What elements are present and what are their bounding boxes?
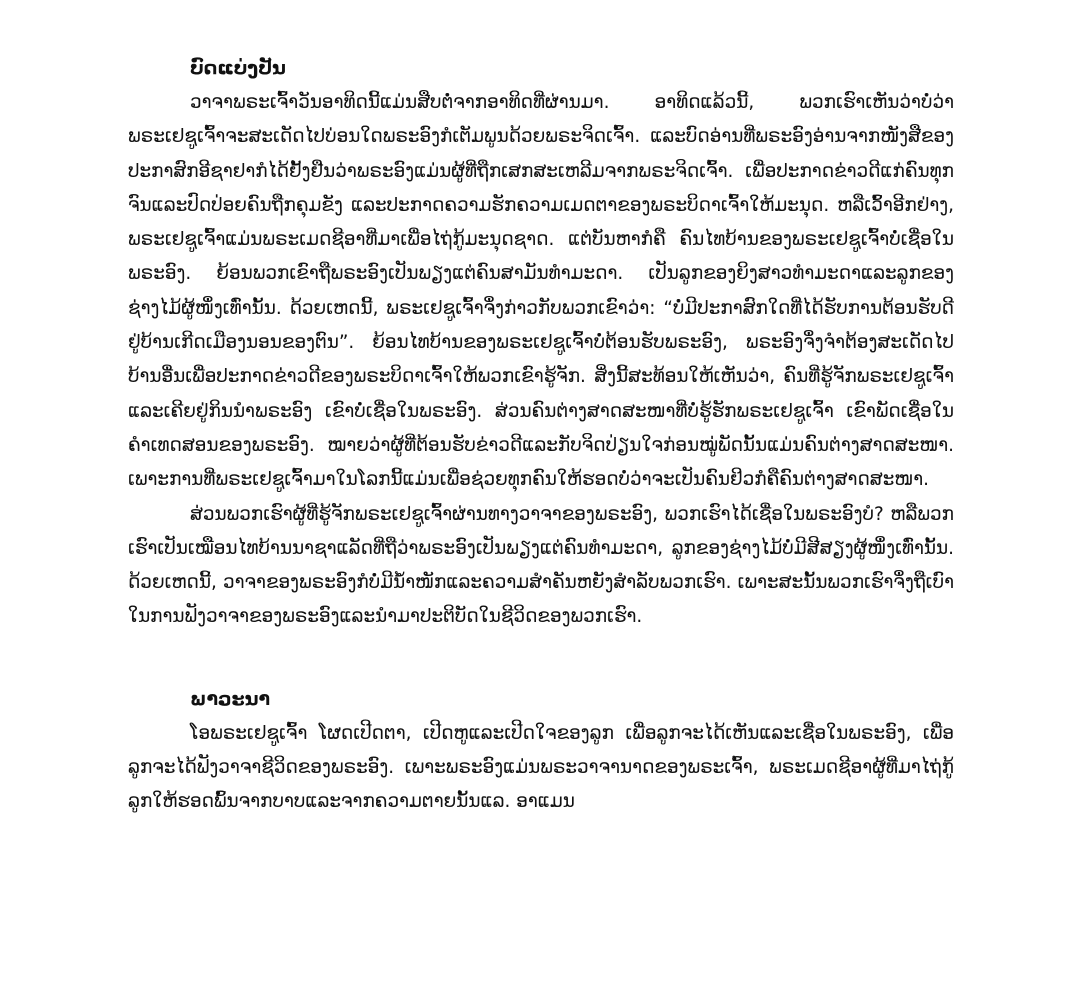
section-spacer	[128, 635, 954, 681]
reflection-paragraph-1: ວາຈາພຣະເຈົ້າວັນອາທິດນີ້ແມ່ນສືບຕໍ່ຈາກອາທິດທີ່ຜ່ານມາ. ອາທິດແລ້ວນີ້, ພວກເຮົາເຫັນວ່າບໍ່ວ່າພຣະເຢຊູເຈົ້າຈະສະເດັດໄປບ່ອນໃດພຣະອົງກໍເຕັມພູນດ້ວຍພຣະຈິດເຈົ້າ. ແລະບົດອ່ານທີ່ພຣະອົງອ່ານຈາກໜັງສືຂອງປະກາສົກອີຊາຢາກໍໄດ້ຢັ້ງຢືນວ່າພຣະອົງແມ່ນຜູ້ທີ່ຖືກເສກສະເຫລີມຈາກພຣະຈິດເຈົ້າ. ເພື່ອປະກາດຂ່າວດີແກ່ຄົນທຸກຈົນແລະປົດປ່ອຍຄົນຖືກຄຸມຂັງ ແລະປະກາດຄວາມຮັກຄວາມເມດຕາຂອງພຣະບິດາເຈົ້າໃຫ້ມະນຸດ. ຫລືເວົ້າອີກຢ່າງ, ພຣະເຢຊູເຈົ້າແມ່ນພຣະເມດຊີອາທີ່ມາເພື່ອໄຖ່ກູ້ມະນຸດຊາດ. ແຕ່ບັນຫາກໍຄື ຄົນໄທບ້ານຂອງພຣະເຢຊູເຈົ້າບໍ່ເຊື່ອໃນພຣະອົງ. ຍ້ອນພວກເຂົາຖືພຣະອົງເປັນພຽງແຕ່ຄົນສາມັນທຳມະດາ. ເປັນລູກຂອງຍິງສາວທຳມະດາແລະລູກຂອງຊ່າງໄມ້ຜູ້ໜຶ່ງເທົ່ານັ້ນ. ດ້ວຍເຫດນີ້, ພຣະເຢຊູເຈົ້າຈຶ່ງກ່າວກັບພວກເຂົາວ່າ: “ບໍ່ມີປະກາສົກໃດທີ່ໄດ້ຮັບການຕ້ອນຮັບດີຢູ່ບ້ານເກີດເມືອງນອນຂອງຕົນ”. ຍ້ອນໄທບ້ານຂອງພຣະເຢຊູເຈົ້າບໍ່ຕ້ອນຮັບພຣະອົງ, ພຣະອົງຈຶ່ງຈຳຕ້ອງສະເດັດໄປບ້ານອື່ນເພື່ອປະກາດຂ່າວດີຂອງພຣະບິດາເຈົ້າໃຫ້ພວກເຂົາຮູ້ຈັກ. ສິ່ງນີ້ສະທ້ອນໃຫ້ເຫັນວ່າ, ຄົນທີ່ຮູ້ຈັກພຣະເຢຊູເຈົ້າແລະເຄີຍຢູ່ກິນນຳພຣະອົງ ເຂົາບໍ່ເຊື່ອໃນພຣະອົງ. ສ່ວນຄົນຕ່າງສາດສະໜາທີ່ບໍ່ຮູ້ຮັກພຣະເຢຊູເຈົ້າ ເຂົາພັດເຊື່ອໃນຄຳເທດສອນຂອງພຣະອົງ. ໝາຍວ່າຜູ້ທີ່ຕ້ອນຮັບຂ່າວດີແລະກັບຈິດປ່ຽນໃຈກ່ອນໝູ່ພັດນັ້ນແມ່ນຄົນຕ່າງສາດສະໜາ. ເພາະການທີ່ພຣະເຢຊູເຈົ້າມາໃນໂລກນີ້ແມ່ນເພື່ອຊ່ວຍທຸກຄົນໃຫ້ຮອດບໍ່ວ່າຈະເປັນຄົນຢິວກໍຄືຄົນຕ່າງສາດສະໜາ.	[128, 92, 954, 491]
reflection-paragraph-2: ສ່ວນພວກເຮົາຜູ້ທີ່ຮູ້ຈັກພຣະເຢຊູເຈົ້າຜ່ານທາງວາຈາຂອງພຣະອົງ, ພວກເຮົາໄດ້ເຊື່ອໃນພຣະອົງບໍ? ຫລືພວກເຮົາເປັນເໝືອນໄທບ້ານນາຊາແລັດທີ່ຖືວ່າພຣະອົງເປັນພຽງແຕ່ຄົນທຳມະດາ, ລູກຂອງຊ່າງໄມ້ບໍ່ມີສີສຽງຜູ້ໜຶ່ງເທົ່ານັ້ນ. ດ້ວຍເຫດນີ້, ວາຈາຂອງພຣະອົງກໍບໍ່ມີນ້ຳໜັກແລະຄວາມສຳຄັນຫຍັງສຳລັບພວກເຮົາ. ເພາະສະນັ້ນພວກເຮົາຈຶ່ງຖືເບົາໃນການຟັງວາຈາຂອງພຣະອົງແລະນຳມາປະຕິບັດໃນຊີວິດຂອງພວກເຮົາ.	[128, 503, 954, 628]
document-page	[128, 50, 954, 820]
section-heading-prayer: ພາວະນາ	[190, 687, 271, 710]
prayer-paragraph: ໂອພຣະເຢຊູເຈົ້າ ໂຜດເປີດຕາ, ເປີດຫູແລະເປີດໃຈຂອງລູກ ເພື່ອລູກຈະໄດ້ເຫັນແລະເຊື່ອໃນພຣະອົງ, ເພື່ອລູກຈະໄດ້ຟັງວາຈາຊີວິດຂອງພຣະອົງ. ເພາະພຣະອົງແມ່ນພຣະວາຈານາດຂອງພຣະເຈົ້າ, ພຣະເມດຊີອາຜູ້ທີ່ມາໄຖ່ກູ້ລູກໃຫ້ຮອດພົ້ນຈາກບາບແລະຈາກຄວາມຕາຍນັ້ນແລ. ອາແມນ	[128, 722, 954, 813]
section-heading-reflection: ບົດແບ່ງປັນ	[190, 57, 286, 79]
